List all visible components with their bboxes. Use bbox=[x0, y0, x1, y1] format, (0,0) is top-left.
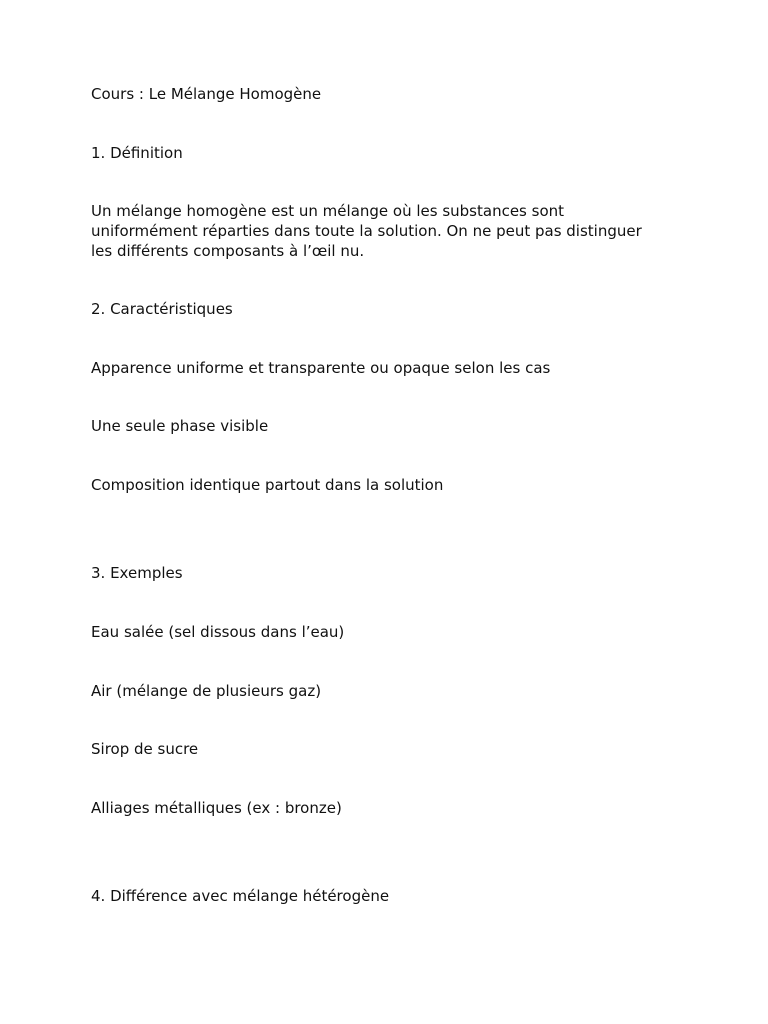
characteristic-item: Composition identique partout dans la solution bbox=[91, 476, 444, 494]
definition-paragraph: Un mélange homogène est un mélange où les substances sont uniformément réparties dans toute la solution. On ne peut pas distinguer les différents composants à l’œil nu. bbox=[91, 202, 642, 260]
characteristic-item: Apparence uniforme et transparente ou opaque selon les cas bbox=[91, 359, 551, 377]
characteristic-item: Une seule phase visible bbox=[91, 417, 269, 435]
example-item: Air (mélange de plusieurs gaz) bbox=[91, 682, 322, 700]
section-heading-definition: 1. Définition bbox=[91, 144, 183, 162]
section-heading-characteristics: 2. Caractéristiques bbox=[91, 300, 233, 318]
example-item: Alliages métalliques (ex : bronze) bbox=[91, 799, 342, 817]
section-heading-difference: 4. Différence avec mélange hétérogène bbox=[91, 887, 390, 905]
document-title: Cours : Le Mélange Homogène bbox=[91, 85, 322, 103]
section-heading-examples: 3. Exemples bbox=[91, 564, 183, 582]
example-item: Eau salée (sel dissous dans l’eau) bbox=[91, 623, 345, 641]
example-item: Sirop de sucre bbox=[91, 740, 199, 758]
